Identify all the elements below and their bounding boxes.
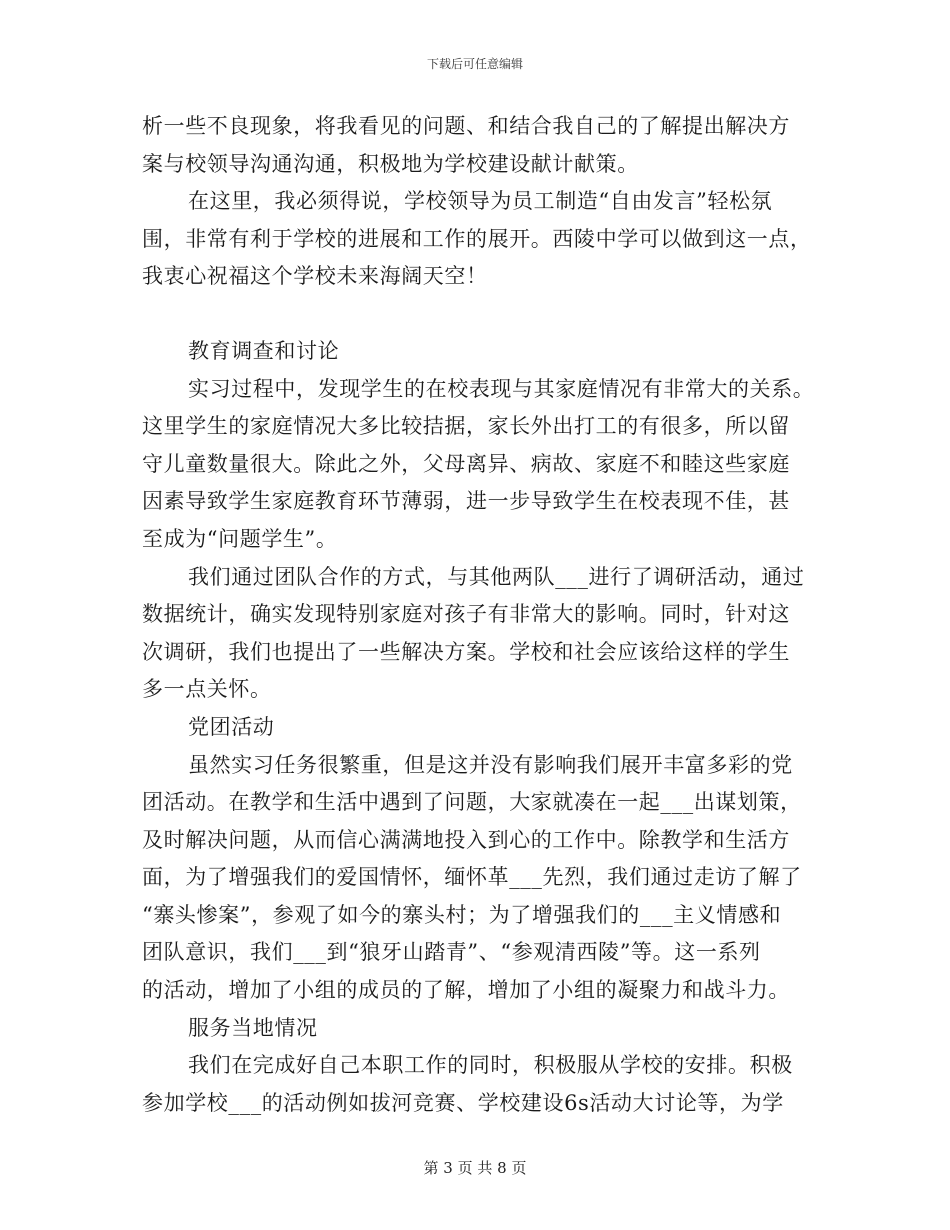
- paragraph-start: 我们通过团队合作的方式，与其他两队___进行了调研活动，通过: [188, 564, 805, 589]
- body-line: 面，为了增强我们的爱国情怀，缅怀革___先烈，我们通过走访了解了: [142, 865, 802, 890]
- body-line: 围，非常有利于学校的进展和工作的展开。西陵中学可以做到这一点，: [142, 226, 812, 251]
- body-line: “寨头惨案”，参观了如今的寨头村；为了增强我们的___主义情感和: [142, 902, 782, 927]
- body-line: 我衷心祝福这个学校未来海阔天空！: [142, 264, 488, 289]
- body-line: 因素导致学生家庭教育环节薄弱，进一步导致学生在校表现不佳，甚: [142, 489, 790, 514]
- body-line: 至成为“问题学生”。: [142, 526, 338, 551]
- document-body: [142, 108, 815, 1122]
- paragraph-start: 在这里，我必须得说，学校领导为员工制造“自由发言”轻松氛: [188, 189, 773, 214]
- page-number: 第 3 页 共 8 页: [423, 1159, 527, 1177]
- page-header: 下载后可任意编辑: [426, 57, 523, 71]
- body-line: 多一点关怀。: [142, 677, 272, 702]
- section-heading: 服务当地情况: [188, 1015, 318, 1040]
- section-heading: 教育调查和讨论: [188, 338, 340, 363]
- body-line: 析一些不良现象，将我看见的问题、和结合我自己的了解提出解决方: [142, 114, 790, 138]
- body-line: 数据统计，确实发现特别家庭对孩子有非常大的影响。同时，针对这: [142, 602, 790, 627]
- paragraph-gap: [142, 296, 810, 333]
- paragraph-start: 我们在完成好自己本职工作的同时，积极服从学校的安排。积极: [188, 1053, 793, 1078]
- body-line: 次调研，我们也提出了一些解决方案。学校和社会应该给这样的学生: [142, 639, 790, 664]
- body-line: 参加学校___的活动例如拔河竞赛、学校建设6s活动大讨论等，为学: [142, 1090, 784, 1115]
- section-heading: 党团活动: [188, 714, 275, 739]
- body-line: 团活动。在教学和生活中遇到了问题，大家就凑在一起___出谋划策，: [142, 790, 802, 815]
- body-line: 守儿童数量很大。除此之外，父母离异、病故、家庭不和睦这些家庭: [142, 451, 790, 476]
- body-line: 及时解决问题，从而信心满满地投入到心的工作中。除教学和生活方: [142, 827, 790, 852]
- body-line: 团队意识，我们___到“狼牙山踏青”、“参观清西陵”等。这一系列: [142, 940, 761, 965]
- body-line: 案与校领导沟通沟通，积极地为学校建设献计献策。: [142, 151, 639, 176]
- paragraph-start: 虽然实习任务很繁重，但是这并没有影响我们展开丰富多彩的党: [188, 752, 793, 777]
- body-line: 的活动，增加了小组的成员的了解，增加了小组的凝聚力和战斗力。: [142, 978, 790, 1003]
- body-line: 这里学生的家庭情况大多比较拮据，家长外出打工的有很多，所以留: [142, 414, 790, 439]
- paragraph-start: 实习过程中，发现学生的在校表现与其家庭情况有非常大的关系。: [188, 376, 815, 401]
